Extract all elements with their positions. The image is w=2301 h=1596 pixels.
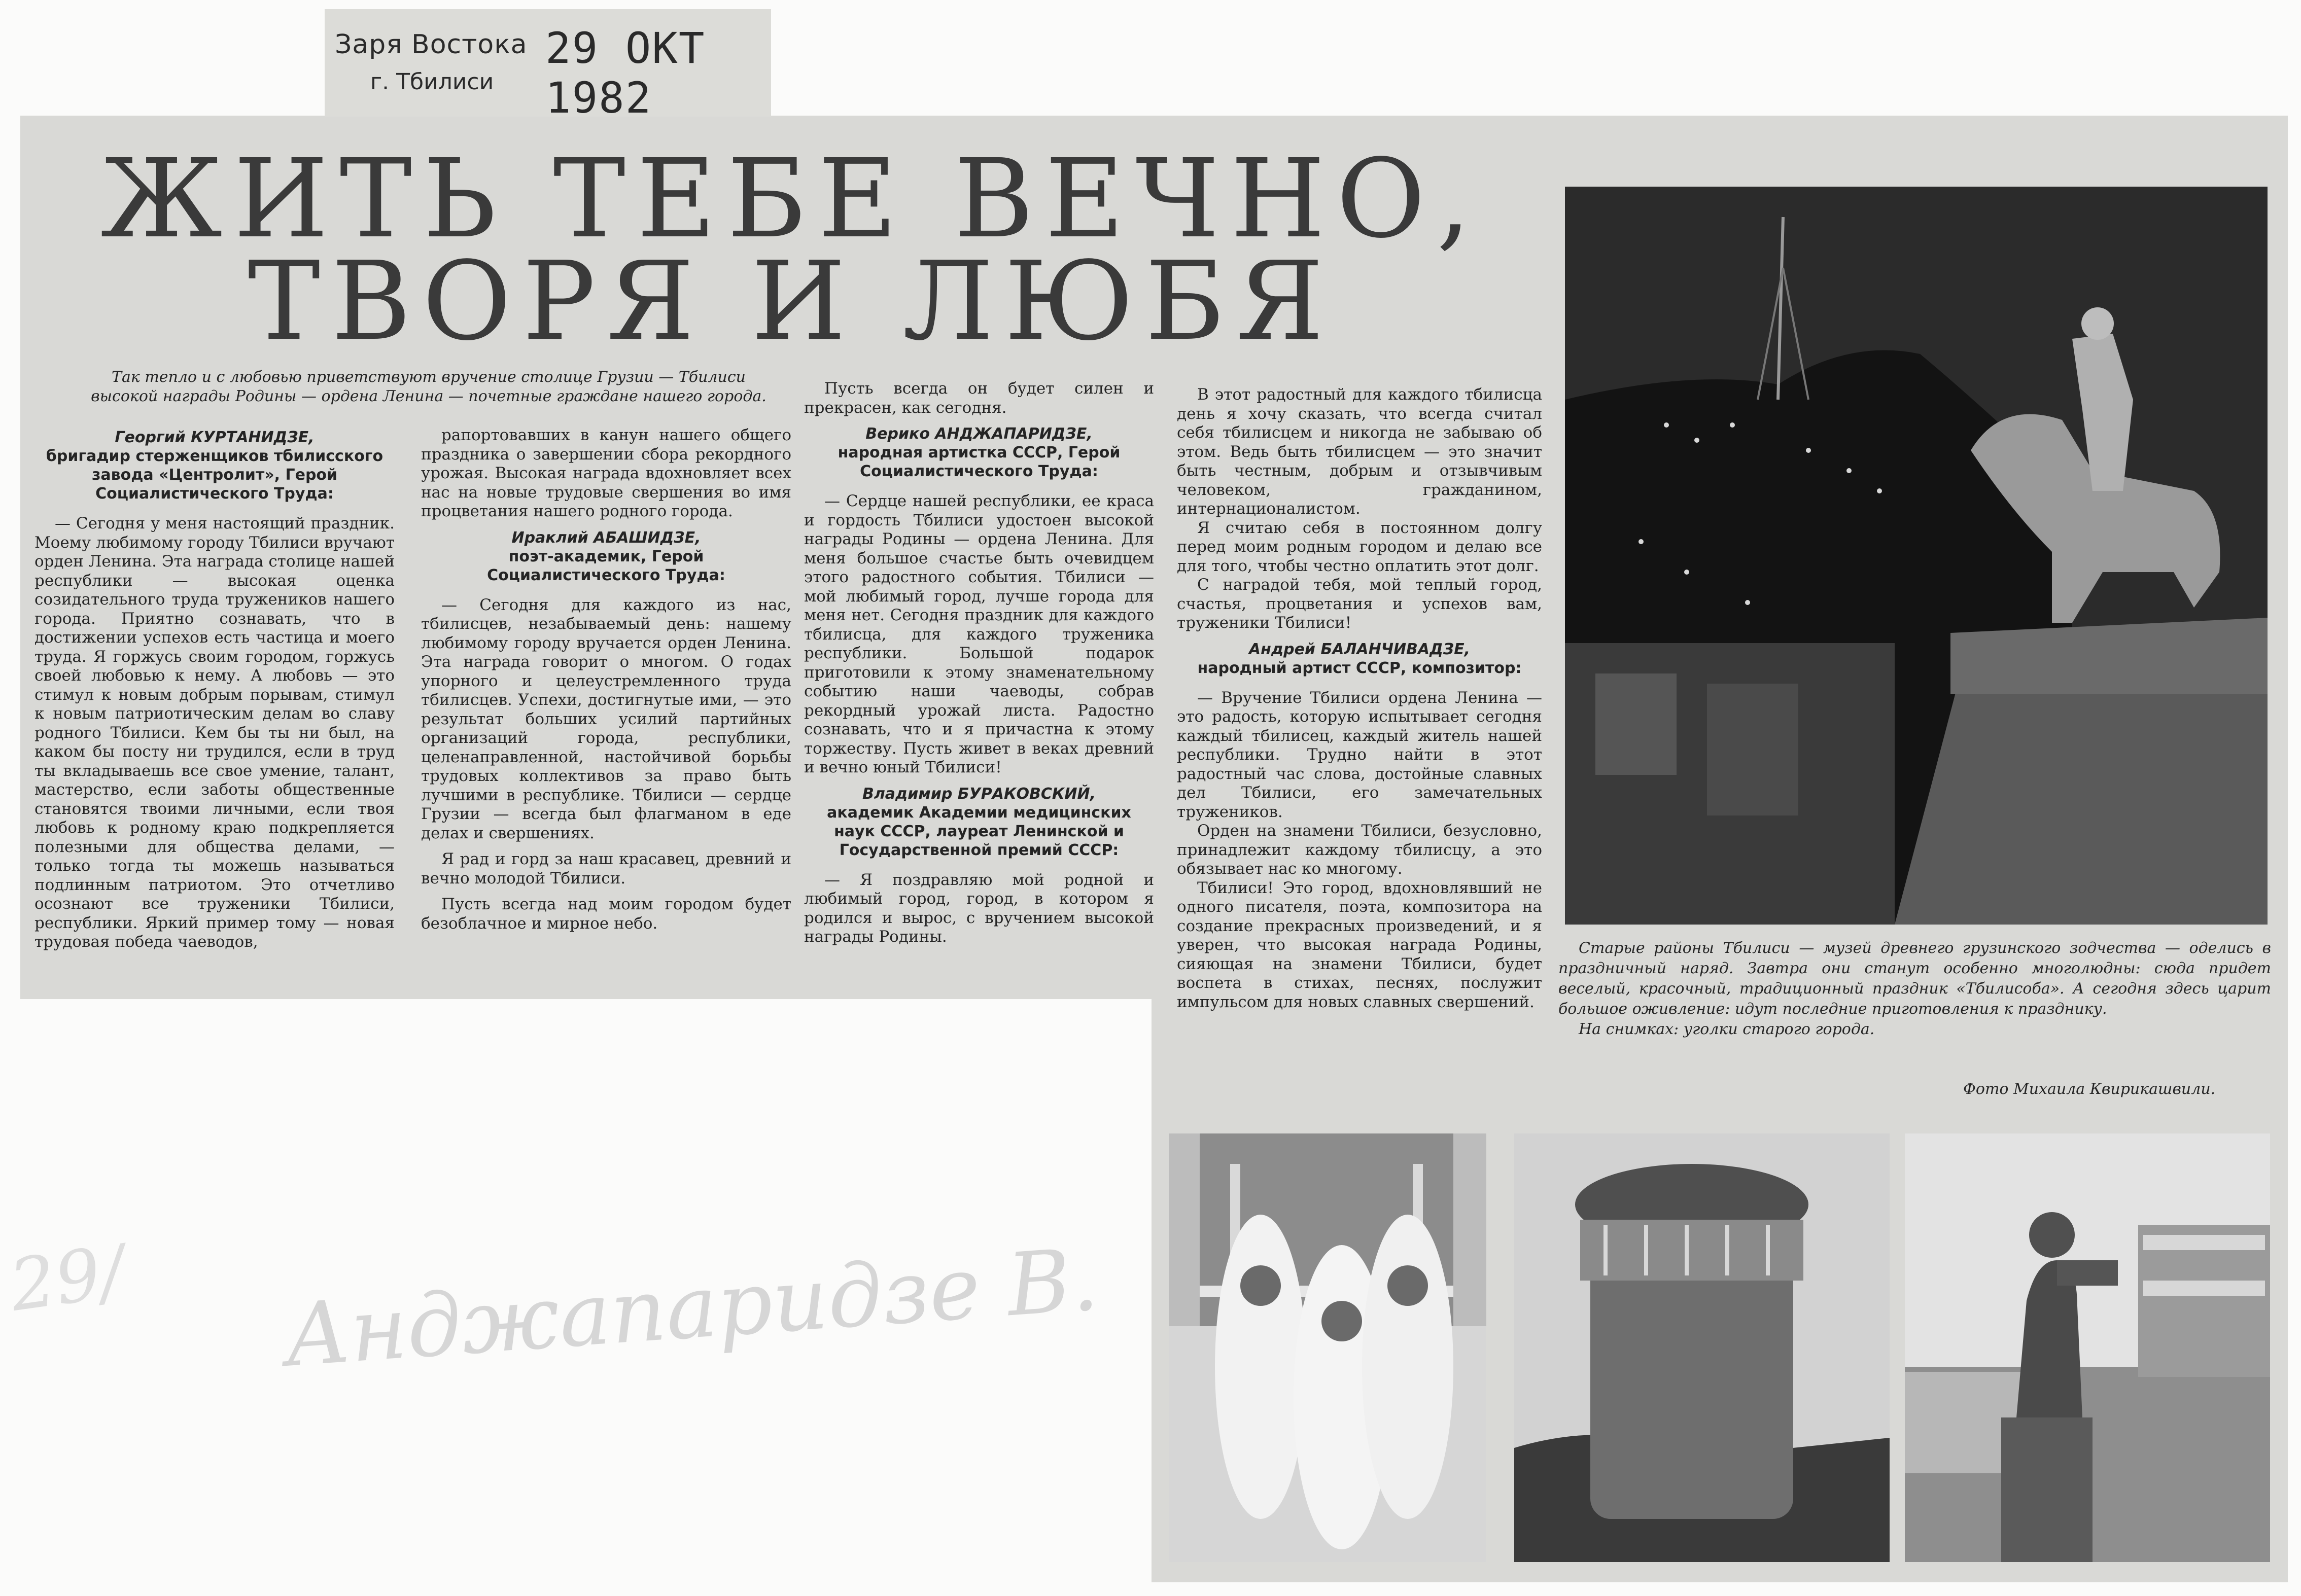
author-title: бригадир стерженщиков тбилисского завода «Центролит», Герой Социалистического Труда: <box>46 447 384 503</box>
article-text: Я считаю себя в постоянном долгу перед моим родным городом и делаю все для того, чтобы честно оплатить этот долг. <box>1177 518 1542 575</box>
author-title: поэт-академик, Герой Социалистического Труда: <box>487 547 725 584</box>
column-3 <box>804 379 1154 947</box>
article-text: Пусть всегда он будет силен и прекрасен, как сегодня. <box>804 379 1154 417</box>
article-text: — Сердце нашей республики, ее краса и гордость Тбилиси удостоен высокой награды Родины — ордена Ленина. Для меня большое счастье быть очевидцем этого радостного события. Тбилиси — мой любимый город, лучше города для меня нет. Сегодня праздник для каждого тбилисца, для каждого труженика республики. Большой подарок приготовили к этому знаменательному событию наши чаеводы, собрав рекордный урожай листа. Радостно сознавать, что и я причастна к этому торжеству. Пусть живет в веках древний и вечно юный Тбилиси! <box>804 492 1154 776</box>
byline-balanchivadze <box>1177 640 1542 678</box>
headline-line-1: ЖИТЬ ТЕБЕ ВЕЧНО, <box>100 136 1482 262</box>
article-text: — Сегодня для каждого из нас, тбилисцев, незабываемый день: нашему любимому городу вручается орден Ленина. Эта награда говорит о многом. О годах упорного и целеустремленного труда тбилисцев. Успехи, достигнутые ими, — это результат больших усилий партийных организаций города, республики, целенаправленной, настойчивой борьбы трудовых коллективов за право быть лучшими в республике. Тбилиси — сердце Грузии — всегда был флагманом в еде делах и свершениях. <box>421 595 791 842</box>
byline-abashidze <box>421 528 791 585</box>
author-name: Владимир БУРАКОВСКИЙ, <box>862 785 1096 803</box>
photo-equestrian-statue-night <box>1565 187 2268 925</box>
author-title: народная артистка СССР, Герой Социалистического Труда: <box>838 444 1121 480</box>
handwritten-name: Анджапаридзе В. <box>282 1229 1102 1387</box>
article-text: Я рад и горд за наш красавец, древний и вечно молодой Тбилиси. <box>421 850 791 888</box>
author-title: академик Академии медицинских наук СССР, лауреат Ленинской и Государственной премий СССР: <box>827 803 1131 859</box>
article-text: — Сегодня у меня настоящий праздник. Моему любимому городу Тбилиси вручают орден Ленина. Эта награда столице нашей республики — высокая оценка созидательного труда тружеников нашего города. Приятно сознавать, что в достижении успехов есть частица и моего труда. Я горжусь своим городом, горжусь своей любовью к нему. А любовь — это стимул к новым добрым порывам, стимул к новым патриотическим делам во славу родного Тбилиси. Кем бы ты ни был, на каком бы посту ни трудился, если в труд ты вкладываешь все свое умение, талант, мастерство, если заботы общественные становятся твоими личными, если твоя любовь к родному краю подкрепляется полезными для общества делами, — только тогда ты можешь называться подлинным патриотом. Это отчетливо осознают все труженики Тбилиси, республики. Яркий пример тому — новая трудовая победа чаеводов, <box>34 514 395 951</box>
photo-round-tower <box>1514 1133 1890 1562</box>
author-name: Верико АНДЖАПАРИДЗЕ, <box>865 425 1093 443</box>
article-text: Орден на знамени Тбилиси, безусловно, принадлежит каждому тбилисцу, а это обязывает нас ко многому. <box>1177 822 1542 878</box>
column-4 <box>1177 385 1542 1012</box>
column-2 <box>421 426 791 933</box>
archive-stamp <box>325 9 771 123</box>
article-text: С наградой тебя, мой теплый город, счастья, процветания и успехов вам, труженики Тбилиси! <box>1177 576 1542 632</box>
article-text: — Вручение Тбилиси ордена Ленина — это радость, которую испытывает сегодня каждый тбилисец, каждый житель нашей республики. Трудно найти в этот радостный час слова, достойные славных дел Тбилиси, его замечательных тружеников. <box>1177 688 1542 821</box>
article-text: Пусть всегда над моим городом будет безоблачное и мирное небо. <box>421 895 791 933</box>
handwritten-date: 29/ <box>5 1230 130 1328</box>
headline-line-2: ТВОРЯ И ЛЮБЯ <box>248 238 1335 365</box>
author-name: Ираклий АБАШИДЗЕ, <box>511 528 701 547</box>
author-name: Андрей БАЛАНЧИВАДЗЕ, <box>1248 640 1471 658</box>
photo-credit: Фото Михаила Квирикашвили. <box>1963 1080 2216 1098</box>
photo-caption <box>1558 938 2271 1040</box>
stamp-publication: Заря Востока <box>335 29 528 60</box>
caption-text: Старые районы Тбилиси — музей древнего грузинского зодчества — оделись в праздничный наряд. Завтра они станут особенно многолюдны: сюда придет веселый, красочный, традиционный праздник «Тбилисоба». А сегодня здесь царит большое оживление: идут последние приготовления к празднику. <box>1558 939 2271 1018</box>
byline-kurtanidze <box>34 428 395 503</box>
stamp-city: г. Тбилиси <box>370 69 494 95</box>
photo-women-traditional-dress <box>1169 1133 1486 1562</box>
stamp-date: 29 ОКТ 1982 <box>545 23 706 123</box>
column-1 <box>34 421 395 952</box>
author-title: народный артист СССР, композитор: <box>1197 659 1522 677</box>
article-text: — Я поздравляю мой родной и любимый город, город, в котором я родился и вырос, с вручением высокой награды Родины. <box>804 870 1154 946</box>
article-text: В этот радостный для каждого тбилисца день я хочу сказать, что всегда считал себя тбилисцем и никогда не забываю об этом. Ведь быть тбилисцем — это значит быть честным, добрым и отзывчивым человеком, гражданином, интернационалистом. <box>1177 385 1542 518</box>
lead-paragraph: Так тепло и с любовью приветствуют вручение столице Грузии — Тбилиси высокой награды Родины — ордена Ленина — почетные граждане нашего города. <box>91 368 766 405</box>
byline-burakovsky <box>804 785 1154 860</box>
byline-anjaparidze <box>804 424 1154 481</box>
photo-poet-monument <box>1905 1133 2270 1562</box>
caption-photos-note: На снимках: уголки старого города. <box>1579 1020 1875 1038</box>
author-name: Георгий КУРТАНИДЗЕ, <box>115 429 315 446</box>
article-text: Тбилиси! Это город, вдохновлявший не одного писателя, поэта, композитора на создание прекрасных произведений, и я уверен, что высокая награда Родины, сияющая на знамени Тбилиси, будет воспета в стихах, песнях, послужит импульсом для новых славных свершений. <box>1177 878 1542 1011</box>
article-text: рапортовавших в канун нашего общего праздника о завершении сбора рекордного урожая. Высокая награда вдохновляет всех нас на новые трудовые свершения во имя процветания нашего родного города. <box>421 426 791 520</box>
